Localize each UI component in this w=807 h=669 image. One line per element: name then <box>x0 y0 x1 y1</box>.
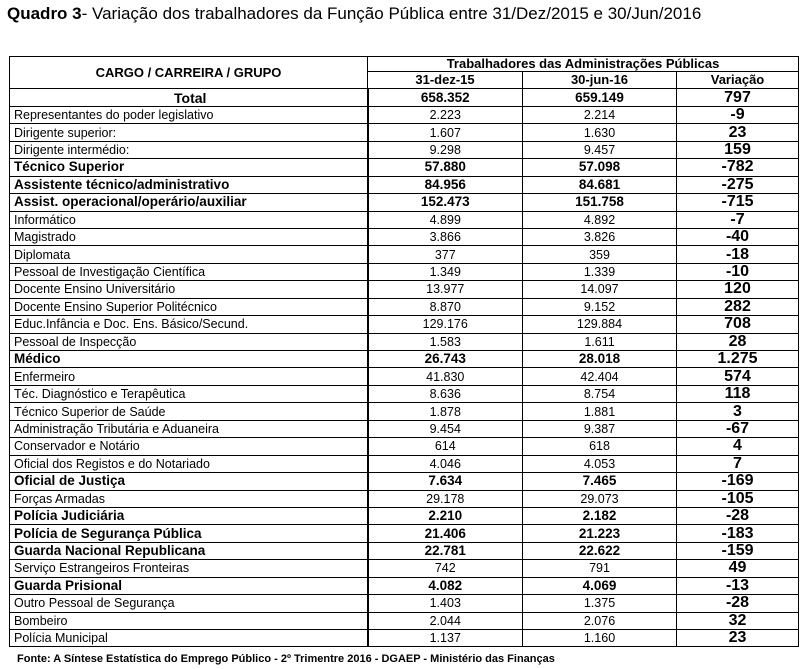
row-variation: 118 <box>677 385 799 402</box>
row-value-2015: 3.866 <box>368 228 523 245</box>
row-value-2015: 152.473 <box>368 194 523 211</box>
table-row <box>10 228 799 245</box>
table-row <box>10 141 799 158</box>
row-variation: -169 <box>677 473 799 490</box>
row-value-2016: 28.018 <box>523 351 677 368</box>
row-value-2016: 2.182 <box>523 507 677 524</box>
row-variation: 23 <box>677 124 799 141</box>
row-value-2015: 1.403 <box>368 595 523 612</box>
row-variation: 7 <box>677 455 799 472</box>
row-value-2016: 1.611 <box>523 333 677 350</box>
table-row <box>10 490 799 507</box>
title-rest: - Variação dos trabalhadores da Função Pública entre 31/Dez/2015 e 30/Jun/2016 <box>81 4 702 23</box>
row-variation: 23 <box>677 630 799 647</box>
row-name: Oficial dos Registos e do Notariado <box>10 455 368 472</box>
row-value-2015: 8.636 <box>368 385 523 402</box>
row-value-2015: 9.298 <box>368 141 523 158</box>
row-value-2015: 614 <box>368 438 523 455</box>
row-value-2016: 4.053 <box>523 455 677 472</box>
row-variation: 159 <box>677 141 799 158</box>
row-name: Administração Tributária e Aduaneira <box>10 420 368 437</box>
row-name: Assistente técnico/administrativo <box>10 176 368 193</box>
row-variation: -28 <box>677 507 799 524</box>
row-value-2016: 359 <box>523 246 677 263</box>
table-row <box>10 211 799 228</box>
row-name: Pessoal de Investigação Científica <box>10 263 368 280</box>
row-variation: 1.275 <box>677 351 799 368</box>
row-value-2015: 4.082 <box>368 577 523 594</box>
row-value-2016: 21.223 <box>523 525 677 542</box>
row-name: Educ.Infância e Doc. Ens. Básico/Secund. <box>10 316 368 333</box>
table-row <box>10 159 799 176</box>
row-value-2015: 2.044 <box>368 612 523 629</box>
row-value-2015: 4.046 <box>368 455 523 472</box>
row-name: Bombeiro <box>10 612 368 629</box>
row-value-2016: 2.214 <box>523 106 677 123</box>
row-variation: -13 <box>677 577 799 594</box>
row-value-2015: 1.607 <box>368 124 523 141</box>
row-variation: -159 <box>677 542 799 559</box>
row-value-2016: 8.754 <box>523 385 677 402</box>
header-col2: 30-jun-16 <box>523 72 677 89</box>
table-row <box>10 106 799 123</box>
row-value-2015: 1.349 <box>368 263 523 280</box>
row-variation: 120 <box>677 281 799 298</box>
row-value-2015: 742 <box>368 560 523 577</box>
row-value-2016: 1.339 <box>523 263 677 280</box>
table-row <box>10 438 799 455</box>
row-value-2016: 22.622 <box>523 542 677 559</box>
table-row <box>10 333 799 350</box>
table-row <box>10 281 799 298</box>
row-value-2015: 4.899 <box>368 211 523 228</box>
workers-table <box>9 56 799 647</box>
row-name: Técnico Superior <box>10 159 368 176</box>
row-value-2016: 4.892 <box>523 211 677 228</box>
table-row <box>10 577 799 594</box>
row-name: Serviço Estrangeiros Fronteiras <box>10 560 368 577</box>
row-variation: -105 <box>677 490 799 507</box>
row-variation: -715 <box>677 194 799 211</box>
row-variation: -183 <box>677 525 799 542</box>
table-row <box>10 89 799 106</box>
row-name: Polícia Municipal <box>10 630 368 647</box>
row-value-2015: 1.583 <box>368 333 523 350</box>
table-row <box>10 298 799 315</box>
row-name: Assist. operacional/operário/auxiliar <box>10 194 368 211</box>
row-value-2015: 9.454 <box>368 420 523 437</box>
table-row <box>10 630 799 647</box>
table-row <box>10 351 799 368</box>
row-variation: -10 <box>677 263 799 280</box>
row-value-2015: 22.781 <box>368 542 523 559</box>
row-value-2016: 1.375 <box>523 595 677 612</box>
table-row <box>10 316 799 333</box>
row-name: Enfermeiro <box>10 368 368 385</box>
row-value-2015: 13.977 <box>368 281 523 298</box>
row-value-2016: 1.630 <box>523 124 677 141</box>
row-variation: -18 <box>677 246 799 263</box>
row-variation: 32 <box>677 612 799 629</box>
row-value-2015: 658.352 <box>368 89 523 106</box>
row-variation: 574 <box>677 368 799 385</box>
page-title <box>7 3 797 25</box>
row-name: Técnico Superior de Saúde <box>10 403 368 420</box>
row-name: Representantes do poder legislativo <box>10 106 368 123</box>
table-row <box>10 385 799 402</box>
row-name: Docente Ensino Universitário <box>10 281 368 298</box>
header-group: Trabalhadores das Administrações Públicas <box>368 57 799 72</box>
row-name: Oficial de Justiça <box>10 473 368 490</box>
table-body <box>10 89 799 647</box>
row-value-2016: 2.076 <box>523 612 677 629</box>
header-cargo: CARGO / CARREIRA / GRUPO <box>10 57 368 89</box>
row-variation: -40 <box>677 228 799 245</box>
row-variation: 282 <box>677 298 799 315</box>
row-value-2015: 21.406 <box>368 525 523 542</box>
row-value-2016: 9.152 <box>523 298 677 315</box>
row-variation: -7 <box>677 211 799 228</box>
table-row <box>10 542 799 559</box>
row-value-2015: 8.870 <box>368 298 523 315</box>
header-col3: Variação <box>677 72 799 89</box>
row-variation: -9 <box>677 106 799 123</box>
table-row <box>10 473 799 490</box>
row-variation: -275 <box>677 176 799 193</box>
table-row <box>10 595 799 612</box>
row-name: Téc. Diagnóstico e Terapêutica <box>10 385 368 402</box>
table-row <box>10 403 799 420</box>
row-value-2015: 1.137 <box>368 630 523 647</box>
row-variation: 28 <box>677 333 799 350</box>
table-row <box>10 455 799 472</box>
table-row <box>10 612 799 629</box>
table-row <box>10 194 799 211</box>
row-variation: 797 <box>677 89 799 106</box>
row-name: Diplomata <box>10 246 368 263</box>
row-name: Guarda Prisional <box>10 577 368 594</box>
row-name: Pessoal de Inspecção <box>10 333 368 350</box>
row-name: Magistrado <box>10 228 368 245</box>
table-row <box>10 263 799 280</box>
table-row <box>10 368 799 385</box>
row-name: Forças Armadas <box>10 490 368 507</box>
row-value-2015: 29.178 <box>368 490 523 507</box>
table-row <box>10 420 799 437</box>
row-value-2015: 57.880 <box>368 159 523 176</box>
row-name: Conservador e Notário <box>10 438 368 455</box>
row-variation: 4 <box>677 438 799 455</box>
row-value-2015: 377 <box>368 246 523 263</box>
row-variation: -28 <box>677 595 799 612</box>
row-name: Polícia de Segurança Pública <box>10 525 368 542</box>
row-name: Docente Ensino Superior Politécnico <box>10 298 368 315</box>
table-row <box>10 560 799 577</box>
table-row <box>10 124 799 141</box>
row-value-2016: 1.160 <box>523 630 677 647</box>
row-value-2016: 42.404 <box>523 368 677 385</box>
row-value-2015: 2.223 <box>368 106 523 123</box>
row-value-2016: 3.826 <box>523 228 677 245</box>
row-value-2015: 26.743 <box>368 351 523 368</box>
row-value-2016: 9.457 <box>523 141 677 158</box>
row-value-2016: 791 <box>523 560 677 577</box>
row-name: Guarda Nacional Republicana <box>10 542 368 559</box>
row-variation: 708 <box>677 316 799 333</box>
header-col1: 31-dez-15 <box>368 72 523 89</box>
row-value-2016: 7.465 <box>523 473 677 490</box>
row-value-2016: 618 <box>523 438 677 455</box>
row-variation: 3 <box>677 403 799 420</box>
row-name: Polícia Judiciária <box>10 507 368 524</box>
row-value-2016: 659.149 <box>523 89 677 106</box>
row-value-2016: 4.069 <box>523 577 677 594</box>
row-value-2015: 129.176 <box>368 316 523 333</box>
row-value-2016: 151.758 <box>523 194 677 211</box>
row-name: Total <box>10 89 368 106</box>
row-name: Dirigente intermédio: <box>10 141 368 158</box>
table-row <box>10 176 799 193</box>
row-value-2015: 7.634 <box>368 473 523 490</box>
row-value-2016: 57.098 <box>523 159 677 176</box>
row-variation: -67 <box>677 420 799 437</box>
row-name: Dirigente superior: <box>10 124 368 141</box>
table-row <box>10 525 799 542</box>
row-name: Informático <box>10 211 368 228</box>
row-name: Outro Pessoal de Segurança <box>10 595 368 612</box>
row-variation: -782 <box>677 159 799 176</box>
row-name: Médico <box>10 351 368 368</box>
row-value-2015: 2.210 <box>368 507 523 524</box>
row-value-2016: 84.681 <box>523 176 677 193</box>
row-value-2015: 41.830 <box>368 368 523 385</box>
source-note: Fonte: A Síntese Estatística do Emprego Público - 2º Trimentre 2016 - DGAEP - Ministério das Finanças <box>17 653 555 665</box>
table-row <box>10 507 799 524</box>
row-value-2016: 29.073 <box>523 490 677 507</box>
row-value-2016: 9.387 <box>523 420 677 437</box>
row-value-2015: 1.878 <box>368 403 523 420</box>
row-value-2016: 14.097 <box>523 281 677 298</box>
row-variation: 49 <box>677 560 799 577</box>
title-lead: Quadro 3 <box>7 4 82 23</box>
table-row <box>10 246 799 263</box>
row-value-2015: 84.956 <box>368 176 523 193</box>
row-value-2016: 129.884 <box>523 316 677 333</box>
row-value-2016: 1.881 <box>523 403 677 420</box>
